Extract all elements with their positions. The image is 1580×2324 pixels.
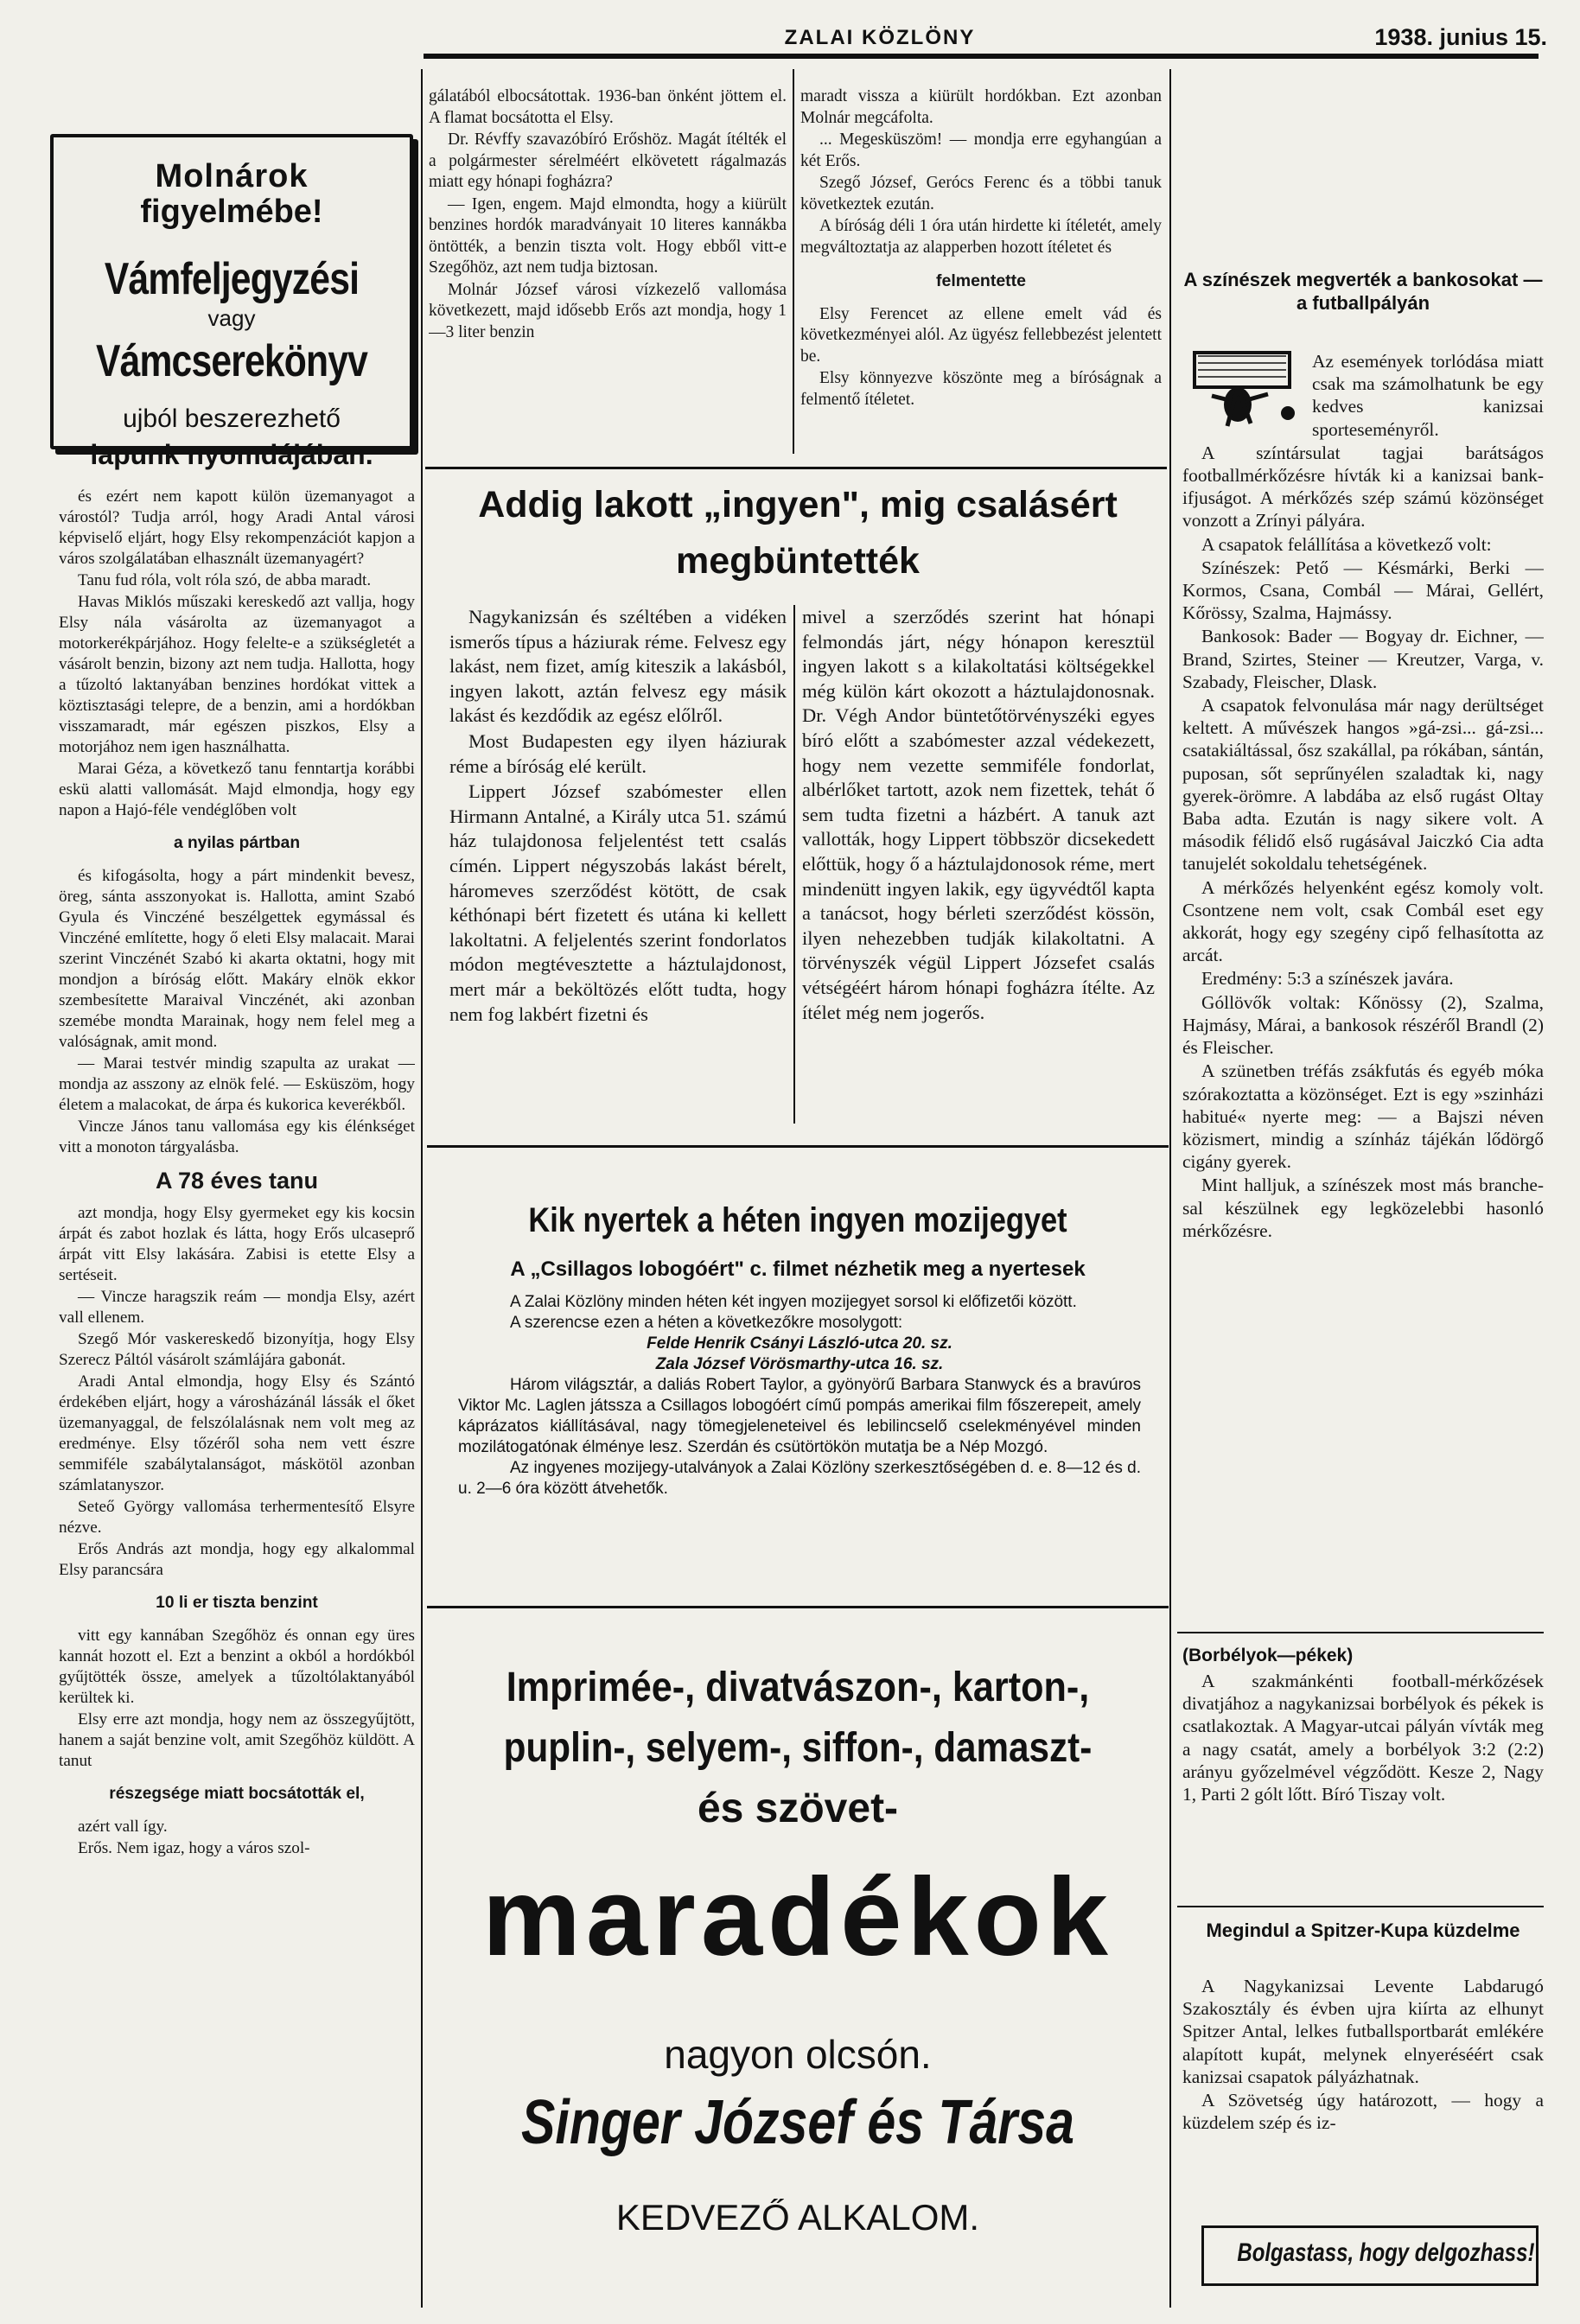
ad-big-word: maradékok bbox=[482, 1856, 1113, 1979]
col3-p3: Szegő József, Gerócs Ferenc és a többi tanuk következtek ezután. bbox=[800, 174, 1162, 213]
col1-p6: — Marai testvér mindig szapulta az urakat — mondja az asszony az elnök felé. — Esküszöm, hogy életem a malacokat, de árpa és kukorica keverékből. bbox=[59, 1054, 415, 1114]
col1-p15: Elsy erre azt mondja, hogy nem az összegyűjtött, hanem a saját benzine volt, amit Szegőhöz küldött. A tanut bbox=[59, 1710, 415, 1770]
header-rule bbox=[424, 54, 1539, 59]
mozi-p2: A szerencse ezen a héten a következőkre mosolygott: bbox=[510, 1314, 903, 1332]
sport1-p4: Színészek: Pető — Késmárki, Berki — Kormos, Csana, Combál — Márai, Gellért, Kőrössy, Szalma, Hajmássy. bbox=[1182, 557, 1544, 624]
col1-subhead-d: részegsége miatt bocsátották el, bbox=[109, 1785, 365, 1803]
ad-title-1: Molnárok bbox=[155, 158, 309, 194]
col1-subhead-b: A 78 éves tanu bbox=[155, 1168, 319, 1194]
sport3-body bbox=[1182, 1975, 1544, 2208]
sport-rule-2 bbox=[1177, 1906, 1544, 1907]
col1-p13: Erős András azt mondja, hogy egy alkalommal Elsy parancsára bbox=[59, 1540, 415, 1579]
sport1-p9: Góllövők voltak: Kőnössy (2), Szalma, Hajmásy, Márai, a bankosok részéről Brandl (2) és Fleischer. bbox=[1182, 991, 1544, 1059]
col1-p8: azt mondja, hogy Elsy gyermeket egy kis kocsin árpát és zabot hozlak és látta, hogy Erős ulcaseprő árpát vitt Elsy lakására. Zabisi is etette Elsy a sertéseit. bbox=[59, 1204, 415, 1284]
col3-p1: maradt vissza a kiürült hordókban. Ezt azonban Molnár megcáfolta. bbox=[800, 87, 1162, 127]
mozi-p1: A Zalai Közlöny minden héten két ingyen mozijegyet sorsol ki előfizetői között. bbox=[510, 1293, 1077, 1311]
col1-p14: vitt egy kannában Szegőhöz és onnan egy üres kannát hozott el. Ezt a benzint a okból a hordókból gyűjtötték össze, amelyek a tűzoltólaktanyából kerültek ki. bbox=[59, 1627, 415, 1707]
ad-olcson: nagyon olcsón. bbox=[664, 2032, 932, 2077]
column-1 bbox=[59, 487, 415, 2310]
col1-p17: Erős. Nem igaz, hogy a város szol- bbox=[78, 1839, 310, 1857]
ad-sub-1: ujból beszerezhető bbox=[123, 404, 341, 433]
ad-big-1: Vámfeljegyzési bbox=[104, 254, 360, 304]
ad-line-2: puplin-, selyem-, siffon-, damaszt- bbox=[503, 1725, 1093, 1771]
col1-p4: Marai Géza, a következő tanu fenntartja korábbi eskü alatti vallomását. Majd elmondja, hogy egy napon a Hajó-féle vendéglőben volt bbox=[59, 760, 415, 819]
col1-subhead-c: 10 li er tiszta benzint bbox=[156, 1594, 318, 1612]
sport1-p1: Az események torlódása miatt csak ma számolhatunk be egy kedves kanizsai sporteseményről. bbox=[1312, 351, 1544, 440]
mozi-title: Kik nyertek a héten ingyen mozijegyet bbox=[528, 1201, 1067, 1239]
mozi-body bbox=[458, 1292, 1141, 1577]
sport1-p5: Bankosok: Bader — Bogyay dr. Eichner, — Brand, Szirtes, Steiner — Kreutzer, Varga, v. Szabady, Fleischer, Dlask. bbox=[1182, 626, 1544, 692]
article-left-p3: Lippert József szabómester ellen Hirmann Antalné, a Király utca 51. számú ház tulajdonosa feljelentést tett csalás címén. Lippert négyszobás lakást bérelt, háromeves szerződést kötött, de csak kéthónapi bért fizetett és utána ki kellett lakoltatni. A feljelentés szerint fondorlatos módon megtévesztette a háztulajdonost, mert már a beköltözés előtt tudta, hogy nem fog lakbért fizetni és bbox=[449, 780, 787, 1025]
article-right-p1: mivel a szerződés szerint hat hónapi felmondás járt, négy hónapon keresztül ingyen lakott s a kilakoltatási költségekkel még külön kárt okozott a háztulajdonosnak. Dr. Végh Andor büntetőtörvényszéki egyes bíró előtt a szabómester azzal védekezett, hogy nem vezette semmiféle fondorlat, albérlőket tartott, azok nem fizettek, tehát ő sem tudta fizetni a házbért. A tanuk azt vallották, hogy Lippert többször dicsekedett előttük, hogy ő a háztulajdonosok réme, mert mindenütt ingyen lakik, egy ügyvédtől kapta a tanácsot, hogy bérleti szerződést kössön, ilyen nehezebben tudják kilakoltatni. A törvényszék végül Lippert Józsefet csalás vétségéért három hónapi fogházra ítélte. Az ítélet még nem jogerős. bbox=[802, 606, 1155, 1023]
article-title-2: megbüntették bbox=[676, 540, 920, 582]
ad-top-rule bbox=[427, 1606, 1169, 1608]
mozi-subtitle: A „Csillagos lobogóért" c. filmet nézhetik meg a nyertesek bbox=[510, 1258, 1086, 1281]
sport1-p2: A színtársulat tagjai barátságos footballmérkőzésre hívták ki a kanizsai bank-ifjuságot. A mérkőzés szép számú közönséget vonzott a Zrínyi pályára. bbox=[1182, 442, 1544, 532]
col1-p1: és ezért nem kapott külön üzemanyagot a várostól? Tudja arról, hogy Aradi Antal városi képviselő eljárt, hogy Elsy rekompenzációt kapjon a város szolgálatában elhasznált üzemanyagért? bbox=[59, 487, 415, 568]
col3-p6: Elsy könnyezve köszönte meg a bíróságnak a felmentő ítéletet. bbox=[800, 369, 1162, 409]
ad-line-3: és szövet- bbox=[697, 1786, 899, 1831]
ad-title-2: figyelmébe! bbox=[140, 194, 323, 230]
footer-box bbox=[1201, 2225, 1539, 2286]
col1-p2: Tanu fud róla, volt róla szó, de abba maradt. bbox=[78, 571, 372, 589]
sport2-body bbox=[1182, 1670, 1544, 1920]
sport-rule-1 bbox=[1177, 1632, 1544, 1633]
ad-sub-2: lapunk nyomdájában. bbox=[90, 439, 373, 470]
issue-date: 1938. junius 15. bbox=[1374, 24, 1547, 50]
col2-p3: — Igen, engem. Majd elmondta, hogy a kiürült benzines hordók maradványait 10 literes kannákba öntötték, a benzin tiszta volt. Hogy ebből vitt-e Szegőhöz, azt nem tudja biztosan. bbox=[429, 194, 787, 277]
ad-big-2: Vámcserekönyv bbox=[95, 336, 368, 386]
col3-p5: Elsy Ferencet az ellene emelt vád és következményei alól. Az ügyész fellebbezést jelentett be. bbox=[800, 304, 1162, 366]
sport2-title: (Borbélyok—pékek) bbox=[1182, 1646, 1354, 1665]
ad-molnarok bbox=[50, 134, 413, 470]
sport1-p3: A csapatok felállítása a következő volt: bbox=[1201, 533, 1492, 555]
sport1-p6: A csapatok felvonulása már nagy derültséget keltett. A művészek hangos »gá-zsi... gá-zsi... csatakiáltással, ősz szakállal, pa rókában, sántán, puposan, sőt seprűnyélen szaladtak ki, nagy gyerek-örömre. A labdába az első rugást Oltay Baba adta. Ezután is nagy sikere volt. A második félidő első rugásával Jaiczkó Cia adta tanujelét sokoldalu tehetségének. bbox=[1182, 695, 1544, 875]
sport1-p7: A mérkőzés helyenként egész komoly volt. Csontzene nem volt, csak Combál eset egy akkorát, hogy egy szegény cipő felhasította az arcát. bbox=[1182, 876, 1544, 966]
mozi-p3: Három világsztár, a daliás Robert Taylor, a gyönyörű Barbara Stanwyck és a bravúros Viktor Mc. Laglen játssza a Csillagos lobogóért című pompás amerikai film főszerepeit, amely káprázatos kiállításával, nagy tömegjeleneteivel és lebilincselő cselekményével minden mozilátogatónak élménye lesz. Szerdán és csütörtökön mutatja be a Nép Mozgó. bbox=[458, 1376, 1141, 1456]
col1-subhead-a: a nyilas pártban bbox=[173, 834, 301, 852]
article-left-p2: Most Budapesten egy ilyen háziurak réme a bíróság elé került. bbox=[449, 729, 787, 777]
ad-line-1: Imprimée-, divatvászon-, karton-, bbox=[506, 1665, 1090, 1710]
sport3-title: Megindul a Spitzer-Kupa küzdelme bbox=[1206, 1920, 1520, 1941]
article-title-1: Addig lakott „ingyen", mig csalásért bbox=[478, 484, 1118, 525]
col1-p3: Havas Miklós műszaki kereskedő azt vallja, hogy Elsy nála vásárolta az üzemanyagot a motorkerékpárjához. Hogy felelte-e a szükségletét a vásárolt benzin, bizony azt nem tudja. Hallotta, hogy a tűzoltó laktanyában benzines hordókat vittek a köztisztasági telepre, de a benzin, ami a hordókban visszamaradt, már egészen piszkos, Elsy a motorjához nem igen használhatta. bbox=[59, 593, 415, 756]
footer-slogan: Bolgastass, hogy delgozhass! bbox=[1237, 2238, 1535, 2267]
ad-kedvezo: KEDVEZŐ ALKALOM. bbox=[615, 2197, 980, 2238]
column-3 bbox=[800, 86, 1162, 449]
mozi-winner-1: Felde Henrik Csányi László-utca 20. sz. bbox=[647, 1334, 952, 1353]
sport1-title: A színészek megverték a bankosokat — a futballpályán bbox=[1183, 269, 1543, 314]
col3-subhead: felmentette bbox=[935, 271, 1027, 290]
sport1-p8: Eredmény: 5:3 a színészek javára. bbox=[1201, 968, 1454, 990]
col1-p7: Vincze János tanu vallomása egy kis élénkséget vitt a monoton tárgyalásba. bbox=[59, 1117, 415, 1156]
ad-firm: Singer József és Társa bbox=[521, 2088, 1074, 2157]
column-2 bbox=[429, 86, 787, 449]
paper-name: ZALAI KÖZLÖNY bbox=[784, 26, 976, 49]
col1-p10: Szegő Mór vaskereskedő bizonyítja, hogy Elsy Szerecz Páltól vásárolt számlájára gabonát. bbox=[59, 1330, 415, 1369]
col3-p4: A bíróság déli 1 óra után hirdette ki ítéletét, amely megváltoztatja az alapperben hozott ítéletet és bbox=[800, 217, 1162, 257]
mozi-p4: Az ingyenes mozijegy-utalványok a Zalai Közlöny szerkesztőségében d. e. 8—12 és d. u. 2—6 óra között átvehetők. bbox=[458, 1459, 1141, 1498]
col2-p1: gálatából elbocsátottak. 1936-ban önként jöttem el. A flamat bocsátotta el Elsy. bbox=[429, 87, 787, 127]
top-section-rule bbox=[425, 467, 1167, 469]
sport1-p10: A szünetben tréfás zsákfutás és egyéb móka szórakoztatta a közönséget. Ezt is egy »szinházi habitué« nyerte meg: — a Bajszi néven közismert, mindig a színház tájékán lődörgő cigány gyerek. bbox=[1182, 1060, 1544, 1173]
column-divider-1 bbox=[421, 69, 423, 2308]
col1-p16: azért vall így. bbox=[78, 1818, 168, 1836]
article-left-col bbox=[449, 605, 787, 1124]
mozi-top-rule bbox=[427, 1145, 1169, 1148]
sport1-body bbox=[1182, 350, 1544, 1400]
col1-p5: és kifogásolta, hogy a párt mindenkit bevesz, öreg, sánta asszonyokat is. Hallotta, amint Szabó Gyula és Vinczéné beszélgettek egymással és Vinczéné említette, hogy ő eleti Elsy malacait. Marai szerint Vinczénét Szabó ki akarta oktatni, hogy mit mondjon a bíróság előtt. Makáry elnök ekkor szembesítette Maraival Vinczénét, aki azonban szemébe mondta Marainak, hogy nem felel meg a valóságnak, amit mond. bbox=[59, 867, 415, 1051]
article-right-col bbox=[802, 605, 1155, 1124]
column-divider-3 bbox=[1169, 69, 1171, 2308]
col3-p2: ... Megesküszöm! — mondja erre egyhangúan a két Erős. bbox=[800, 131, 1162, 170]
column-divider-2 bbox=[793, 69, 794, 454]
article-divider bbox=[793, 605, 795, 1124]
col2-p4: Molnár József városi vízkezelő vallomása következett, majd idősebb Erős azt mondja, hogy 1—3 liter benzin bbox=[429, 280, 787, 341]
col1-p12: Seteő György vallomása terhermentesítő Elsyre nézve. bbox=[59, 1498, 415, 1537]
col1-p9: — Vincze haragszik reám — mondja Elsy, azért vall ellenem. bbox=[59, 1288, 415, 1327]
sport3-p1: A Nagykanizsai Levente Labdarugó Szakosztály és évben ujra kiírta az elhunyt Spitzer Antal, lelkes futballsportbarát emlékére alapított kupát, melynek elnyeréséért csak kanizsai csapatok pályázhatnak. bbox=[1182, 1976, 1544, 2087]
col1-p11: Aradi Antal elmondja, hogy Elsy és Szántó érdekében eljárt, hogy a városházánál lássák el őket üzemanyaggal, de felszólalásnak nem volt meg az eredménye. Elsy tőzéről soha nem vett észre semmiféle szabálytalanságot, máskötöl azonban számlatanyszor. bbox=[59, 1372, 415, 1494]
sport3-p2: A Szövetség úgy határozott, — hogy a küzdelem szép és iz- bbox=[1182, 2090, 1544, 2134]
ad-vagy: vagy bbox=[207, 305, 256, 331]
ad-singer bbox=[427, 1616, 1169, 2299]
sport1-p11: Mint halljuk, a színészek most más branche-sal készülnek egy legközelebbi hasonló mérkőzésre. bbox=[1182, 1175, 1544, 1241]
sport2-p1: A szakmánkénti football-mérkőzések divatjához a nagykanizsai borbélyok és pékek is csatlakoztak. A Magyar-utcai pályán vívták meg a nagy csatát, amely a borbélyok 3:2 (2:2) arányu győzelmével végződött. Kesze 2, Nagy 1, Parti 2 gólt lőtt. Bíró Tiszay volt. bbox=[1182, 1671, 1544, 1805]
col2-p2: Dr. Révffy szavazóbíró Erőshöz. Magát ítélték el a polgármester sérelméért elkövetett rágalmazás miatt egy hónapi fogházra? bbox=[429, 131, 787, 191]
mozi-winner-2: Zala József Vörösmarthy-utca 16. sz. bbox=[655, 1355, 944, 1373]
article-left-p1: Nagykanizsán és széltében a vidéken ismerős típus a háziurak réme. Felvesz egy lakást, nem fizet, amíg kiteszik a lakásból, ingyen lakott, aztán felvesz egy másik lakást és kezdődik az egész előlről. bbox=[449, 606, 787, 727]
